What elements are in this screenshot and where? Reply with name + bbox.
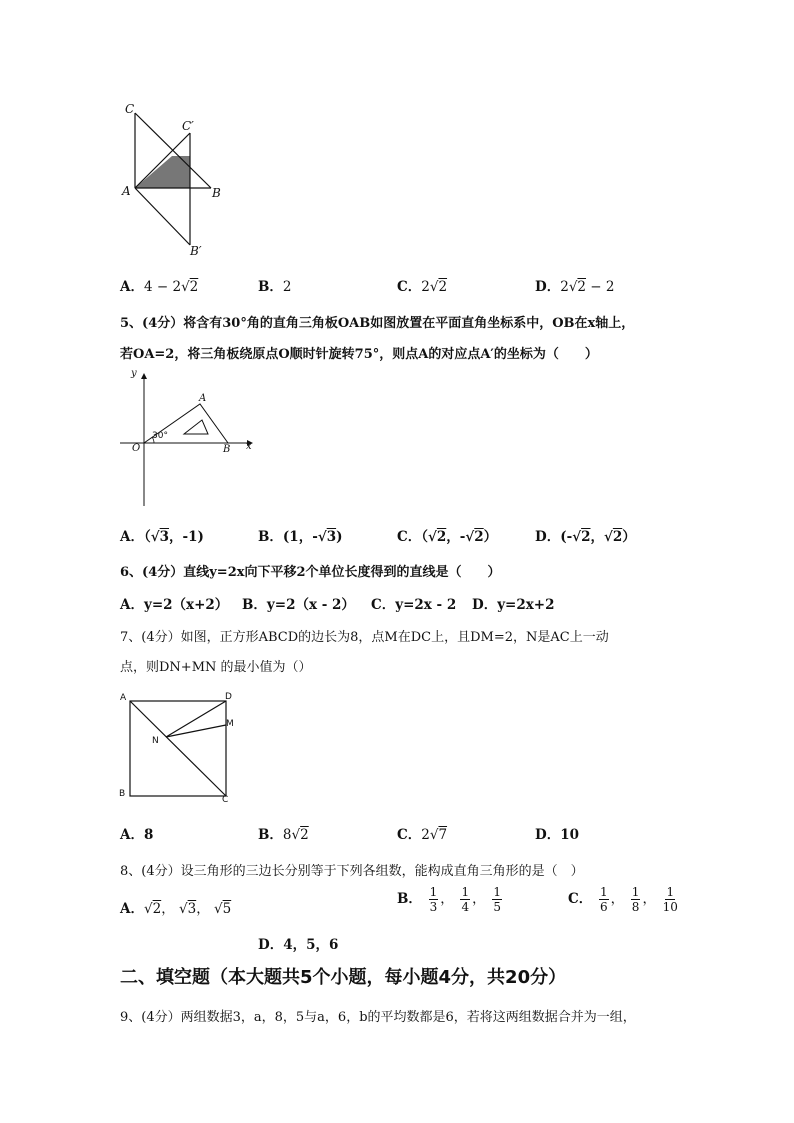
- fig7-label-a: A: [120, 693, 127, 703]
- q7-stem-line1: 7、(4分）如图，正方形ABCD的边长为8，点M在DC上，且DM=2，N是AC上一动: [120, 630, 609, 645]
- q4-option-d[interactable]: D．2√2 − 2: [535, 279, 615, 295]
- fig4-label-b-prime: B′: [190, 244, 202, 258]
- fig5-angle: 30°: [152, 431, 168, 441]
- fig4-label-b: B: [212, 186, 221, 200]
- rotated-triangles-figure: [118, 98, 228, 263]
- q8-option-a[interactable]: A．√2， √3， √5: [120, 901, 232, 917]
- coordinate-triangle-figure: [118, 370, 263, 510]
- q8-option-d[interactable]: D．4，5，6: [258, 937, 339, 953]
- q4-option-a[interactable]: A．4 − 2√2: [120, 279, 199, 295]
- fig7-label-b: B: [119, 789, 126, 799]
- q5-option-c[interactable]: C．（√2，-√2）: [397, 529, 498, 545]
- q6-stem: 6、(4分）直线y=2x向下平移2个单位长度得到的直线是（ ）: [120, 565, 501, 580]
- q9-stem: 9、(4分）两组数据3，a，8，5与a，6，b的平均数都是6，若将这两组数据合并为一组，: [120, 1010, 636, 1025]
- q5-option-a[interactable]: A．（√3，-1): [120, 529, 204, 545]
- q6-option-a[interactable]: A．y=2（x+2）: [120, 597, 229, 613]
- q7-option-a[interactable]: A．8: [120, 827, 154, 843]
- fig5-axis-x: x: [246, 441, 252, 452]
- fig5-axis-y: y: [131, 368, 137, 379]
- q7-stem-line2: 点，则DN+MN 的最小值为（）: [120, 660, 312, 675]
- square-figure: [118, 690, 238, 805]
- fig5-label-o: O: [132, 443, 141, 454]
- q6-option-d[interactable]: D．y=2x+2: [472, 597, 555, 613]
- q7-option-b[interactable]: B．8√2: [258, 827, 309, 843]
- section-heading-fill-in: 二、填空题（本大题共5个小题，每小题4分，共20分）: [120, 967, 567, 988]
- fig4-label-a: A: [122, 184, 131, 198]
- q8-stem: 8、(4分）设三角形的三边长分别等于下列各组数，能构成直角三角形的是（ ）: [120, 864, 584, 879]
- q5-option-b[interactable]: B．(1，-√3): [258, 529, 343, 545]
- fig7-label-d: D: [225, 692, 232, 702]
- q5-option-d[interactable]: D．(-√2，√2）: [535, 529, 636, 545]
- fig5-label-b: B: [223, 444, 231, 455]
- fig5-label-a: A: [199, 393, 207, 404]
- q4-option-c[interactable]: C．2√2: [397, 279, 448, 295]
- q8-option-c[interactable]: C． $\frac{1}{6}$ ， $\frac{1}{8}$ ， $\frac{1}{10}$: [568, 885, 678, 914]
- q6-option-b[interactable]: B．y=2（x - 2）: [242, 597, 355, 613]
- q6-option-c[interactable]: C．y=2x - 2: [371, 597, 457, 613]
- q4-option-b[interactable]: B．2: [258, 279, 292, 295]
- q8-option-b[interactable]: B． $\frac{1}{3}$ ， $\frac{1}{4}$ ， $\frac{1}{5}$: [397, 885, 501, 914]
- q7-option-c[interactable]: C．2√7: [397, 827, 448, 843]
- q5-stem-line2: 若OA=2，将三角板绕原点O顺时针旋转75°，则点A的对应点A′的坐标为（ ）: [120, 347, 598, 362]
- q5-stem-line1: 5、(4分）将含有30°角的直角三角板OAB如图放置在平面直角坐标系中，OB在x轴上，: [120, 316, 635, 331]
- q7-option-d[interactable]: D．10: [535, 827, 579, 843]
- fig4-label-c-prime: C′: [182, 119, 194, 133]
- fig4-label-c: C: [125, 102, 135, 116]
- fig7-label-n: N: [152, 736, 159, 746]
- fig7-label-c: C: [222, 795, 229, 805]
- fig7-label-m: M: [226, 719, 234, 729]
